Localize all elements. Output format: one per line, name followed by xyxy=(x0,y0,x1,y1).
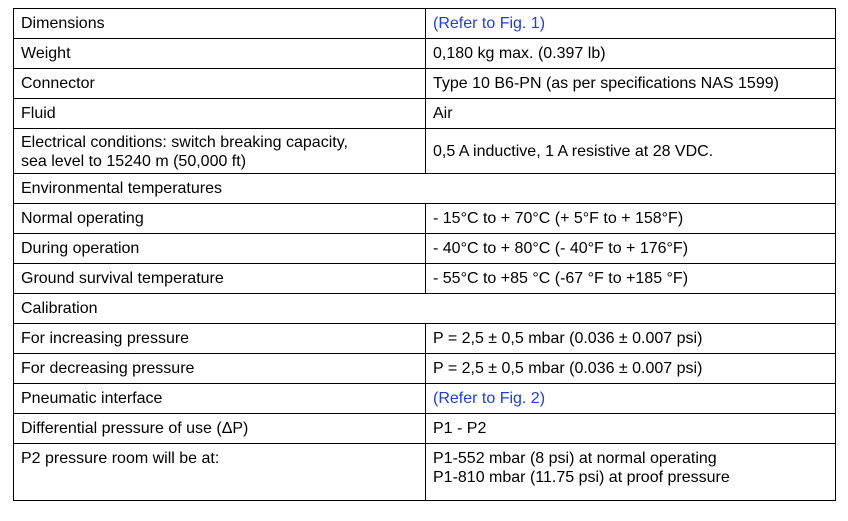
value-line: P1-552 mbar (8 psi) at normal operating xyxy=(433,450,717,467)
table-row xyxy=(14,129,836,174)
row-label: Ground survival temperature xyxy=(14,264,426,294)
table-row xyxy=(14,9,836,39)
row-label: Differential pressure of use (ΔP) xyxy=(14,414,426,444)
row-label xyxy=(14,129,426,174)
row-label: Normal operating xyxy=(14,204,426,234)
row-label: Connector xyxy=(14,69,426,99)
row-label: During operation xyxy=(14,234,426,264)
row-value xyxy=(426,444,836,501)
section-row xyxy=(14,294,836,324)
value-line: P1-810 mbar (11.75 psi) at proof pressure xyxy=(433,469,730,486)
table-row xyxy=(14,444,836,501)
row-label: Pneumatic interface xyxy=(14,384,426,414)
row-value: 0,5 A inductive, 1 A resistive at 28 VDC. xyxy=(426,129,836,174)
specification-table xyxy=(13,8,836,501)
row-value: P = 2,5 ± 0,5 mbar (0.036 ± 0.007 psi) xyxy=(426,354,836,384)
row-value: Air xyxy=(426,99,836,129)
row-value: - 40°C to + 80°C (- 40°F to + 176°F) xyxy=(426,234,836,264)
row-label: Weight xyxy=(14,39,426,69)
table-row xyxy=(14,99,836,129)
row-value: - 55°C to +85 °C (-67 °F to +185 °F) xyxy=(426,264,836,294)
section-row xyxy=(14,174,836,204)
figure-reference-link[interactable]: (Refer to Fig. 2) xyxy=(426,384,836,414)
table-row xyxy=(14,39,836,69)
section-header: Calibration xyxy=(14,294,836,324)
row-label: Fluid xyxy=(14,99,426,129)
row-value: P = 2,5 ± 0,5 mbar (0.036 ± 0.007 psi) xyxy=(426,324,836,354)
figure-reference-link[interactable]: (Refer to Fig. 1) xyxy=(426,9,836,39)
table-row xyxy=(14,384,836,414)
table-row xyxy=(14,234,836,264)
label-line: sea level to 15240 m (50,000 ft) xyxy=(21,152,247,170)
label-line: Electrical conditions: switch breaking capacity, xyxy=(21,133,348,151)
table-row xyxy=(14,204,836,234)
section-header: Environmental temperatures xyxy=(14,174,836,204)
table-row xyxy=(14,414,836,444)
row-value: 0,180 kg max. (0.397 lb) xyxy=(426,39,836,69)
row-label: Dimensions xyxy=(14,9,426,39)
row-label: For decreasing pressure xyxy=(14,354,426,384)
row-label: P2 pressure room will be at: xyxy=(14,444,426,501)
table-row xyxy=(14,354,836,384)
row-label: For increasing pressure xyxy=(14,324,426,354)
row-value: P1 - P2 xyxy=(426,414,836,444)
table-row xyxy=(14,69,836,99)
row-value: - 15°C to + 70°C (+ 5°F to + 158°F) xyxy=(426,204,836,234)
row-value: Type 10 B6-PN (as per specifications NAS 1599) xyxy=(426,69,836,99)
table-row xyxy=(14,324,836,354)
table-row xyxy=(14,264,836,294)
